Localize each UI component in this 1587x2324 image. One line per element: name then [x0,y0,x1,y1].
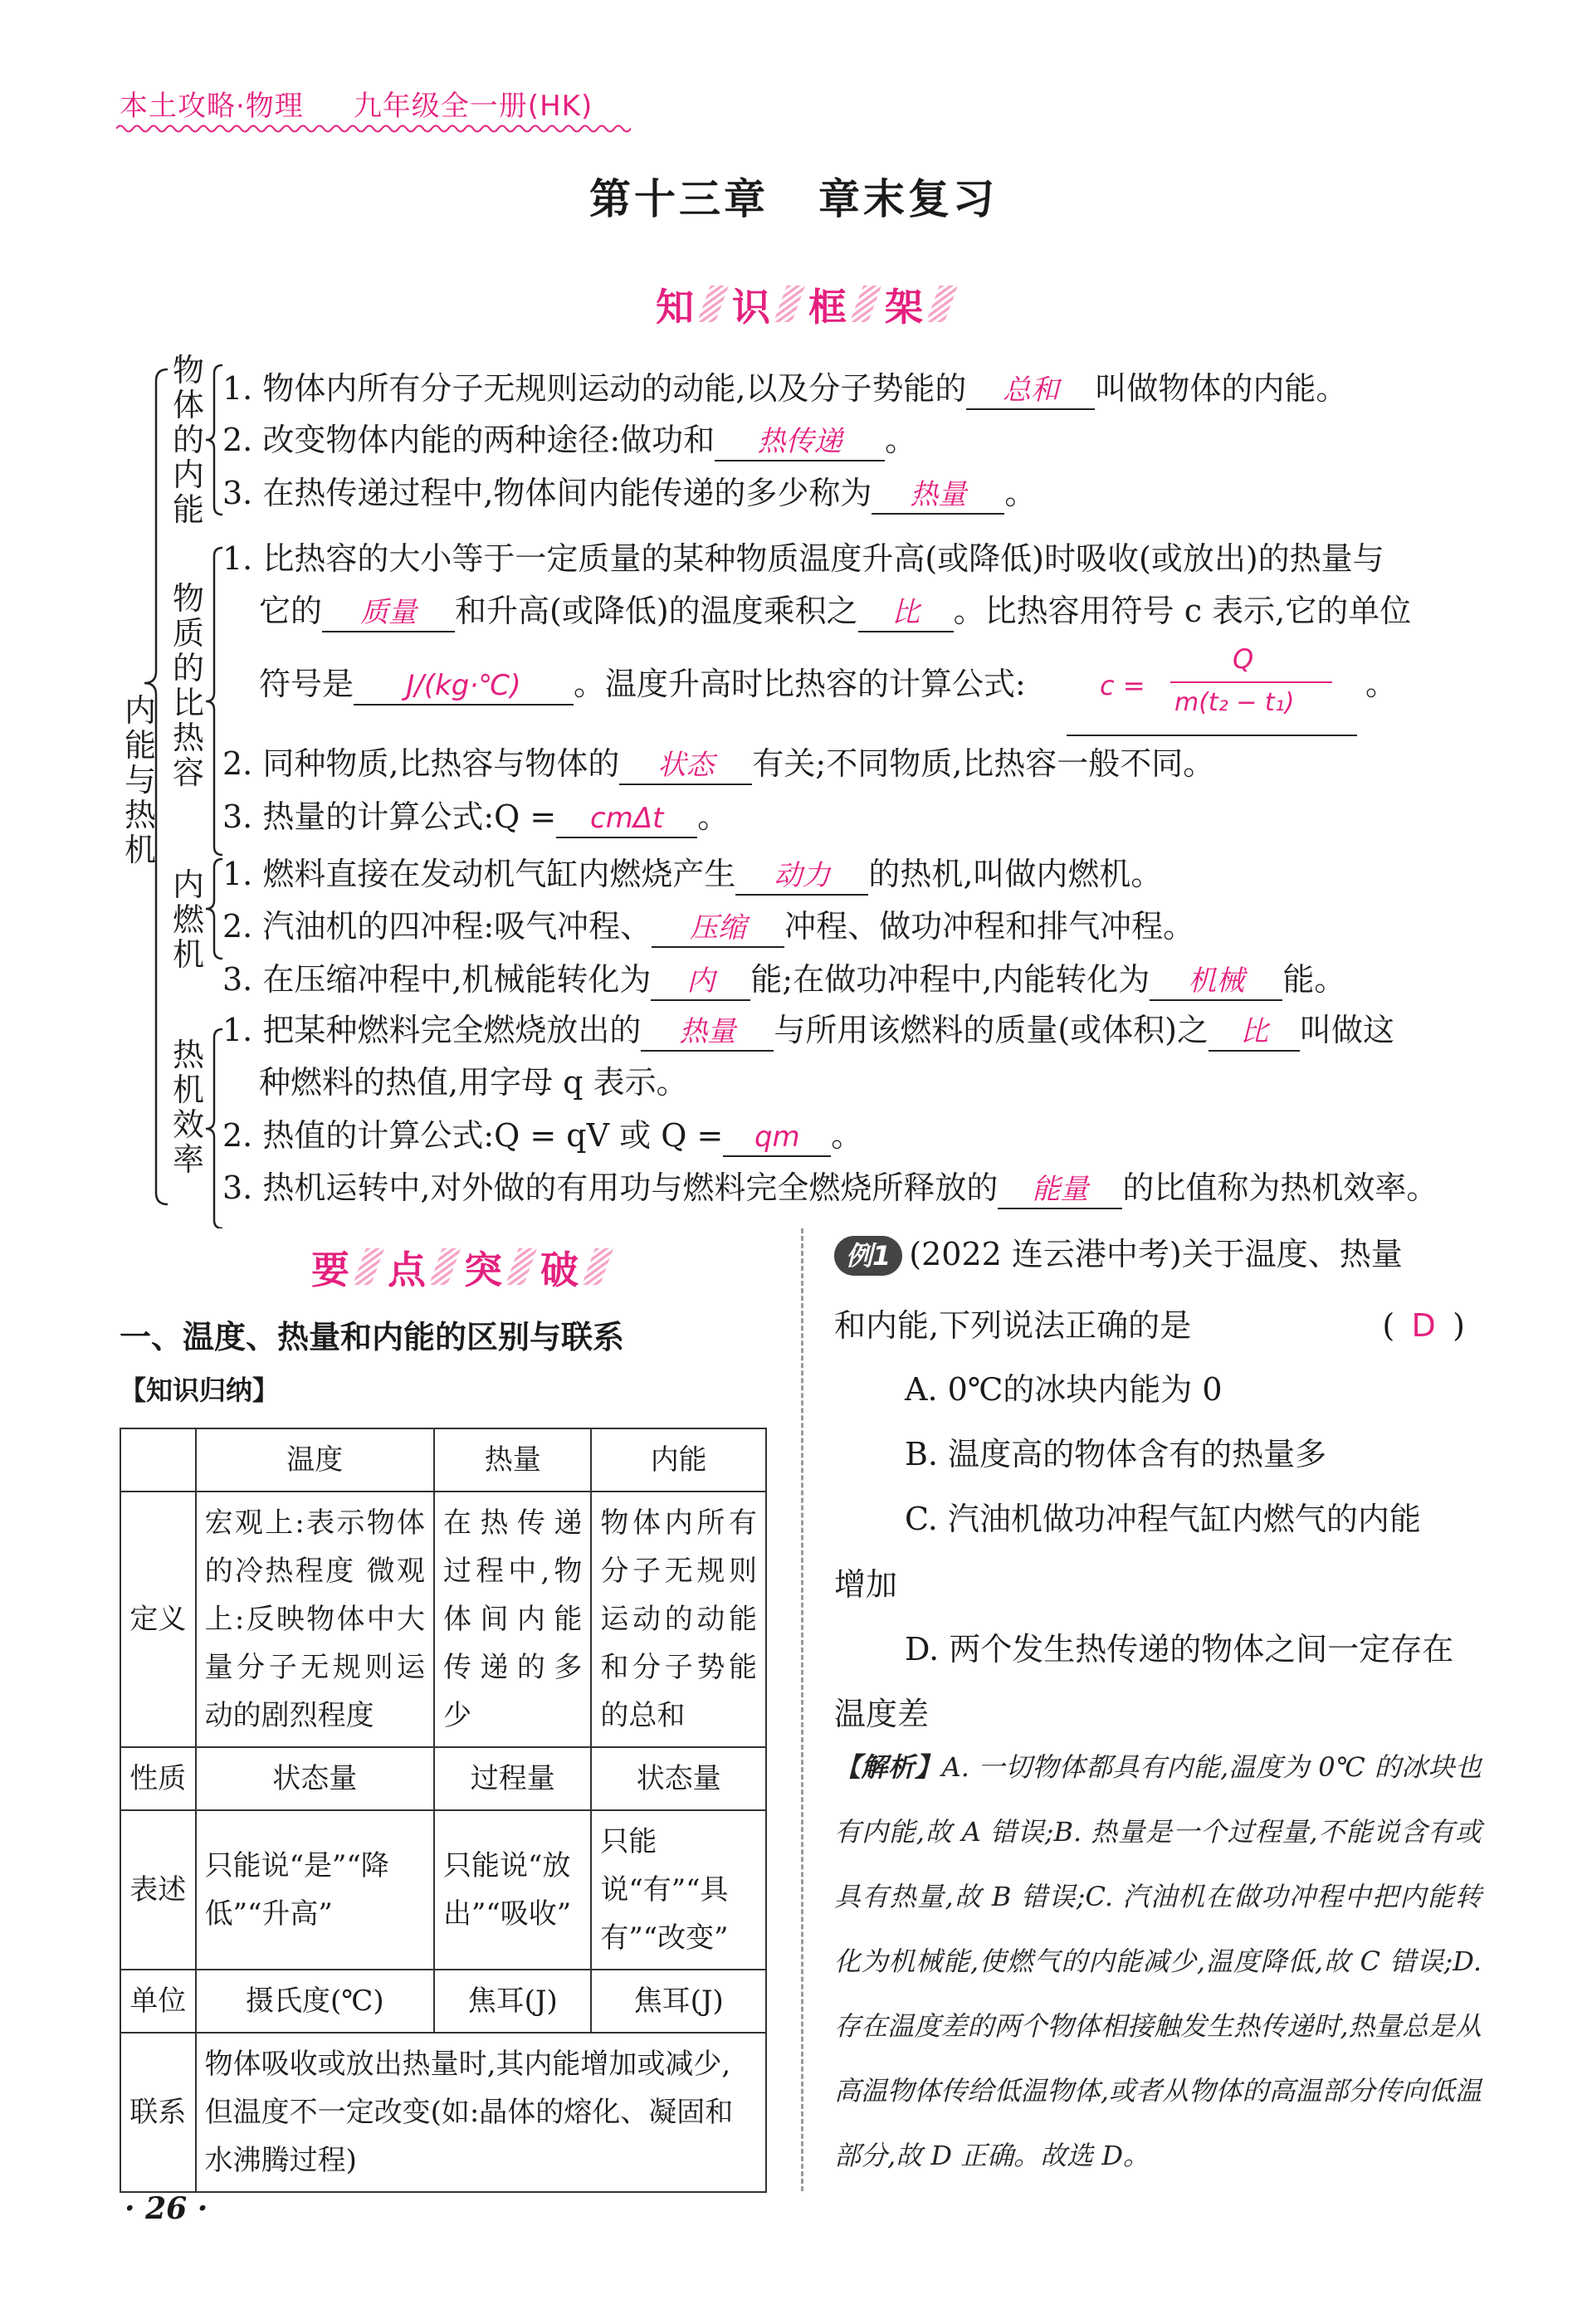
section-title: 一、温度、热量和内能的区别与联系 [120,1319,625,1355]
answer-blank: 热量 [872,476,1004,515]
framework-item: 3. 热量的计算公式:Q = cmΔt 。 [222,793,729,840]
framework-item: 种燃料的热值,用字母 q 表示。 [259,1064,688,1101]
banner-char: 架 [885,285,923,330]
framework-item: 2. 热值的计算公式:Q = qV 或 Q = qm 。 [222,1112,862,1159]
answer-blank: cmΔt [556,800,697,838]
table-header: 温度 [196,1428,434,1492]
framework-item: 1. 比热容的大小等于一定质量的某种物质温度升高(或降低)时吸收(或放出)的热量与 [222,540,1384,577]
example-stem-line2: 和内能,下列说法正确的是 ( D ) [834,1301,1482,1350]
banner-slash [850,286,881,322]
group-label-specific-heat: 物质的比热容 [172,580,204,791]
group-label-internal-energy: 物体的内能 [172,352,204,528]
table-cell: 宏观上:表示物体的冷热程度 微观上:反映物体中大量分子无规则运动的剧烈程度 [196,1492,434,1747]
framework-item: 符号是 J/(kg·℃) 。温度升高时比热容的计算公式: [259,661,1026,707]
table-row [120,1810,766,1970]
row-label: 联系 [120,2033,196,2192]
analysis [834,1735,1482,2188]
table-header [120,1428,196,1492]
answer-blank: 压缩 [652,910,784,948]
banner-char: 点 [388,1247,426,1292]
row-label: 定义 [120,1492,196,1747]
framework-item: 2. 改变物体内能的两种途径:做功和 热传递 。 [222,417,916,463]
answer-value: D [1411,1307,1436,1344]
answer-blank: 质量 [322,594,455,632]
table-header: 热量 [434,1428,591,1492]
book-title: 本土攻略·物理 [120,90,304,123]
option: C. 汽油机做功冲程气缸内燃气的内能 [905,1501,1421,1537]
answer-bracket: ( D ) [1382,1301,1465,1350]
answer-blank: 状态 [619,747,752,785]
example-source: (2022 连云港中考)关于温度、热量 [909,1236,1403,1272]
formula-denominator: m(t₂ − t₁) [1174,688,1295,717]
answer-blank: 热传递 [715,423,885,461]
table-cell: 物体内所有分子无规则运动的动能和分子势能的总和 [591,1492,766,1747]
answer-blank: 能量 [998,1171,1122,1209]
answer-blank: J/(kg·℃) [354,667,574,706]
framework-root-label: 内能与热机 [124,692,156,868]
chapter-title [0,166,1587,226]
table-cell: 只能说“有”“具有”“改变” [591,1810,766,1970]
formula-lhs: c = [1100,670,1145,701]
answer-blank: 动力 [735,857,868,896]
answer-blank: qm [723,1119,831,1157]
banner-char: 识 [732,285,770,330]
option-continued: 温度差 [834,1696,930,1732]
banner-slash [774,286,805,322]
table-cell: 过程量 [434,1747,591,1810]
banner-slash [697,286,729,322]
knowledge-summary-tag: 【知识归纳】 [120,1374,280,1406]
table-cell: 焦耳(J) [591,1970,766,2033]
table-row [120,2033,766,2192]
chapter-name: 章末复习 [818,175,998,223]
banner-slash [582,1248,613,1285]
framework-item: 3. 在热传递过程中,物体间内能传递的多少称为 热量 。 [222,470,1036,516]
framework-item: 1. 燃料直接在发动机气缸内燃烧产生 动力 的热机,叫做内燃机。 [222,851,1162,897]
framework-item: 3. 在压缩冲程中,机械能转化为 内 能;在做功冲程中,内能转化为 机械 能。 [222,956,1345,1003]
framework-banner [656,274,955,332]
row-label: 单位 [120,1970,196,2033]
banner-slash [926,286,958,322]
table-header: 内能 [591,1428,766,1492]
answer-blank: 内 [651,963,750,1001]
formula-numerator: Q [1233,643,1254,675]
page-number: · 26 · [125,2191,208,2226]
chapter-number: 第十三章 [589,175,769,223]
banner-slash [505,1248,537,1285]
banner-char: 破 [540,1247,579,1292]
table-cell: 在热传递过程中,物体间内能传递的多少 [434,1492,591,1747]
header-wave-underline [116,123,631,134]
framework-item: 它的 质量 和升高(或降低)的温度乘积之 比 。比热容用符号 c 表示,它的单位 [259,588,1411,634]
banner-char: 框 [808,285,847,330]
framework-item: 2. 同种物质,比热容与物体的 状态 有关;不同物质,比热容一般不同。 [222,740,1214,787]
option: A. 0℃的冰块内能为 0 [905,1371,1223,1408]
group-label-efficiency: 热机效率 [172,1037,204,1178]
column-divider [801,1228,803,2191]
formula-period: 。 [1365,666,1398,702]
option: D. 两个发生热传递的物体之间一定存在 [905,1631,1454,1667]
framework-item: 3. 热机运转中,对外做的有用功与燃料完全燃烧所释放的 能量 的比值称为热机效率。 [222,1164,1438,1211]
table-header-row [120,1428,766,1492]
option-continued: 增加 [834,1566,898,1603]
example-stem [834,1230,1482,1278]
comparison-table [120,1428,767,2193]
group-label-ic-engine: 内燃机 [172,867,204,973]
analysis-text: A. 一切物体都具有内能,温度为 0℃ 的冰块也有内能,故 A 错误;B. 热量是一个过程量,不能说含有或具有热量,故 B 错误;C. 汽油机在做功冲程中把内能转化为机械能,使燃气的内能减少,温度降低,故 C 错误;D. 存在温度差的两个物体相接触发生热传递时,热量总是从高温物体传给低温物体,或者从物体的高温部分传向低温部分,故 D 正确。故选 D。 [834,1751,1482,2171]
banner-char: 突 [464,1247,502,1292]
answer-blank: 机械 [1150,963,1282,1001]
answer-blank: 热量 [641,1013,774,1052]
table-cell: 只能说“放出”“吸收” [434,1810,591,1970]
row-label: 表述 [120,1810,196,1970]
analysis-label: 【解析】 [834,1751,942,1783]
fraction-bar [1170,681,1332,683]
banner-char: 知 [656,285,694,330]
table-cell-merged: 物体吸收或放出热量时,其内能增加或减少,但温度不一定改变(如:晶体的熔化、凝固和水沸腾过程) [196,2033,766,2192]
framework-item: 2. 汽油机的四冲程:吸气冲程、 压缩 冲程、做功冲程和排气冲程。 [222,903,1194,950]
key-points-banner [311,1237,610,1295]
answer-blank: 比 [858,594,954,632]
framework-item: 1. 物体内所有分子无规则运动的动能,以及分子势能的 总和 叫做物体的内能。 [222,365,1347,412]
answer-blank: 比 [1209,1013,1300,1052]
table-cell: 焦耳(J) [434,1970,591,2033]
table-cell: 状态量 [196,1747,434,1810]
table-row [120,1492,766,1747]
example-badge: 例1 [834,1236,902,1276]
option: B. 温度高的物体含有的热量多 [905,1436,1327,1472]
specific-heat-formula [1067,643,1357,736]
table-cell: 摄氏度(℃) [196,1970,434,2033]
running-header [120,83,593,124]
banner-slash [353,1248,384,1285]
table-row [120,1747,766,1810]
table-cell: 只能说“是”“降低”“升高” [196,1810,434,1970]
answer-blank: 总和 [966,372,1095,410]
row-label: 性质 [120,1747,196,1810]
framework-item: 1. 把某种燃料完全燃烧放出的 热量 与所用该燃料的质量(或体积)之 比 叫做这 [222,1007,1394,1053]
grade-label: 九年级全一册(HK) [353,90,593,123]
table-cell: 状态量 [591,1747,766,1810]
banner-slash [429,1248,461,1285]
table-row [120,1970,766,2033]
banner-char: 要 [311,1247,349,1292]
